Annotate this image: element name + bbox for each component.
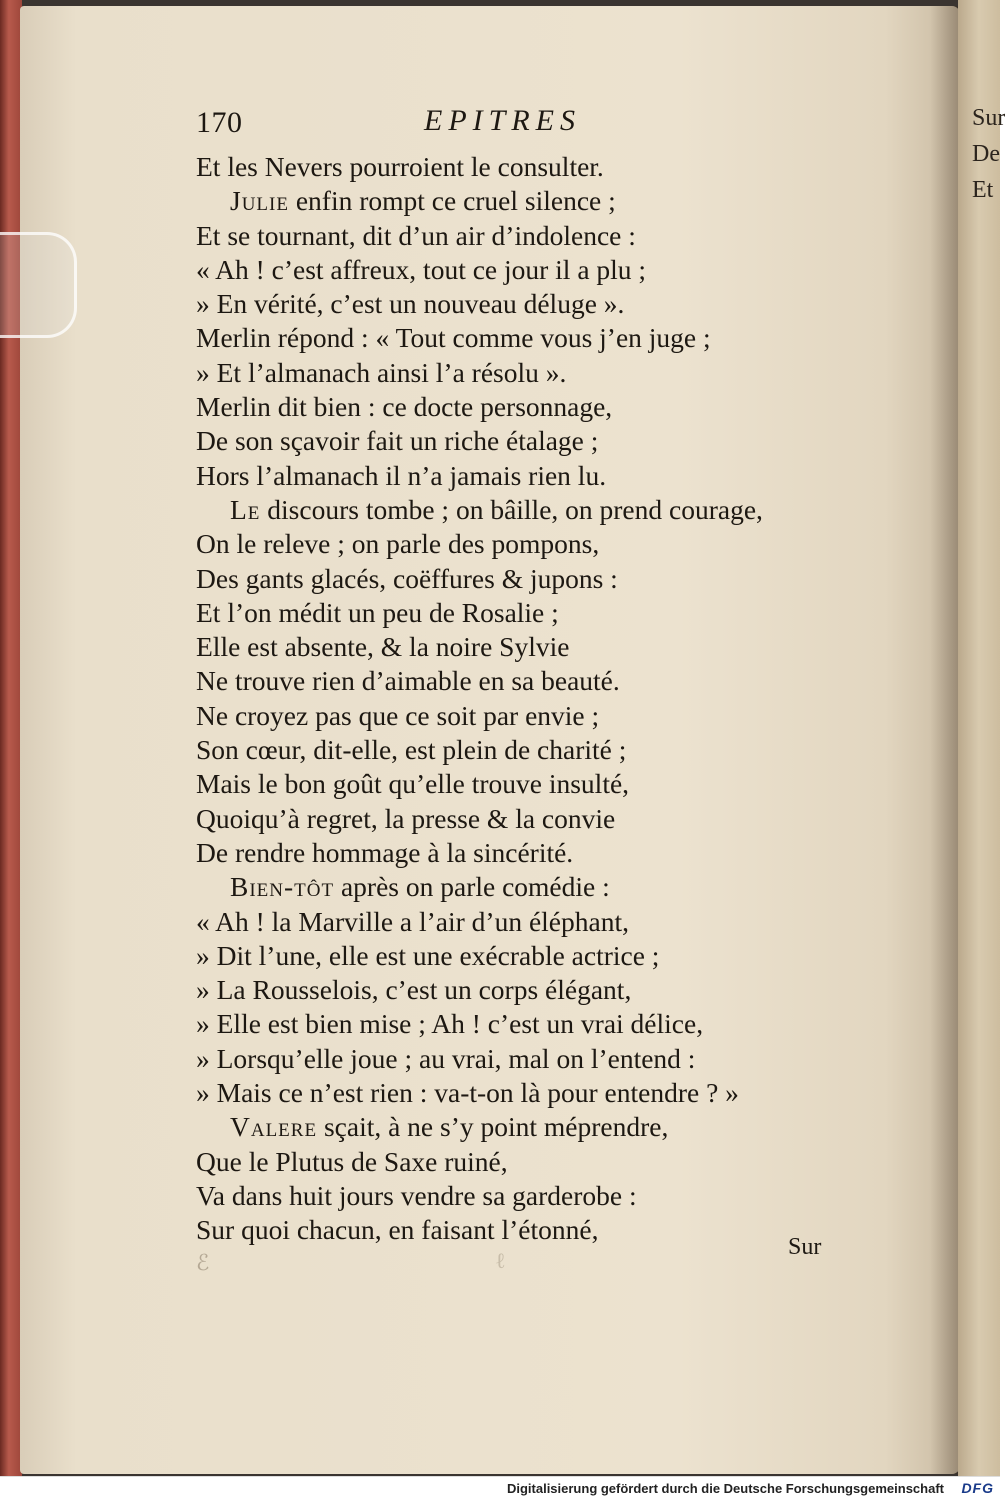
verse-line <box>196 390 916 424</box>
verse-text: Merlin répond : « Tout comme vous j’en juge ; <box>196 322 711 354</box>
page-number: 170 <box>196 106 243 139</box>
verse-text: De rendre hommage à la sincérité. <box>196 836 574 868</box>
facing-page-edge <box>958 0 1000 1476</box>
verse-text: enfin rompt ce cruel silence ; <box>288 185 616 217</box>
verse-text: » Elle est bien mise ; Ah ! c’est un vrai délice, <box>196 1008 704 1040</box>
verse-line <box>196 802 916 836</box>
verse-line <box>196 1042 916 1076</box>
poem-text <box>196 150 916 1248</box>
verse-text: Et l’on médit un peu de Rosalie ; <box>196 596 559 628</box>
verse-text: Elle est absente, & la noire Sylvie <box>196 631 570 663</box>
funding-credit: Digitalisierung gefördert durch die Deutsche Forschungsgemeinschaft <box>506 1481 944 1496</box>
verse-text: après on parle comédie : <box>334 871 610 903</box>
catchword: Sur <box>788 1234 822 1260</box>
verse-line <box>196 253 916 287</box>
verse-text: » La Rousselois, c’est un corps élégant, <box>196 974 632 1006</box>
verse-text: De son sçavoir fait un riche étalage ; <box>196 425 599 457</box>
facing-page-text: Sur De Et <box>972 105 1005 203</box>
verse-line <box>196 630 916 664</box>
verse-line <box>196 219 916 253</box>
verse-text: Des gants glacés, coëffures & jupons : <box>196 562 618 594</box>
verse-line <box>196 356 916 390</box>
verse-line <box>196 424 916 458</box>
verse-text: » Lorsqu’elle joue ; au vrai, mal on l’entend : <box>196 1042 696 1074</box>
dfg-logo: DFG <box>961 1480 994 1496</box>
verse-line <box>196 1179 916 1213</box>
page-edge <box>0 0 22 1476</box>
verse-line <box>196 459 916 493</box>
verse-text: Hors l’almanach il n’a jamais rien lu. <box>196 459 607 491</box>
verse-lead-word: Bien-tôt <box>230 871 335 903</box>
verse-lead-word: Valere <box>230 1111 318 1143</box>
verse-line <box>196 836 916 870</box>
verse-line <box>196 562 916 596</box>
running-title: EPITRES <box>424 104 581 137</box>
verse-text: Et se tournant, dit d’un air d’indolence : <box>196 219 636 251</box>
verse-line <box>196 527 916 561</box>
signature-mark: ℰ <box>196 1250 210 1275</box>
verse-line <box>196 150 916 184</box>
verse-text: » Et l’almanach ainsi l’a résolu ». <box>196 356 567 388</box>
verse-line <box>196 1076 916 1110</box>
verse-text: Et les Nevers pourroient le consulter. <box>196 151 604 182</box>
verse-line <box>196 905 916 939</box>
verse-lead-word: Le <box>230 493 261 525</box>
verse-line <box>196 1145 916 1179</box>
verse-line <box>196 767 916 801</box>
paper-clip <box>0 232 77 338</box>
verse-text: sçait, à ne s’y point méprendre, <box>317 1111 669 1143</box>
verse-text: » Mais ce n’est rien : va-t-on là pour entendre ? » <box>196 1077 739 1109</box>
verse-line <box>196 287 916 321</box>
signature-mark-faint: ℓ <box>495 1248 506 1273</box>
verse-text: « Ah ! c’est affreux, tout ce jour il a plu ; <box>196 253 647 285</box>
verse-text: Va dans huit jours vendre sa garderobe : <box>196 1179 637 1211</box>
verse-line <box>196 321 916 355</box>
verse-text: Son cœur, dit-elle, est plein de charité ; <box>196 734 627 766</box>
verse-text: Ne trouve rien d’aimable en sa beauté. <box>196 665 620 697</box>
footer-bar <box>0 1476 1000 1501</box>
verse-line <box>196 493 916 527</box>
verse-line <box>196 664 916 698</box>
verse-line <box>196 973 916 1007</box>
verse-line <box>196 939 916 973</box>
verse-line <box>196 596 916 630</box>
verse-text: Ne croyez pas que ce soit par envie ; <box>196 699 600 731</box>
verse-line <box>196 870 916 904</box>
verse-text: « Ah ! la Marville a l’air d’un éléphant, <box>196 905 629 937</box>
verse-text: Quoiqu’à regret, la presse & la convie <box>196 802 616 834</box>
verse-line <box>196 733 916 767</box>
verse-lead-word: Julie <box>230 185 289 217</box>
verse-text: Sur quoi chacun, en faisant l’étonné, <box>196 1214 599 1246</box>
verse-text: Merlin dit bien : ce docte personnage, <box>196 391 613 423</box>
verse-line <box>196 184 916 218</box>
verse-text: Que le Plutus de Saxe ruiné, <box>196 1145 508 1177</box>
gutter-shadow <box>930 6 960 1474</box>
verse-text: On le releve ; on parle des pompons, <box>196 528 600 560</box>
verse-line <box>196 699 916 733</box>
page-header <box>196 104 626 144</box>
verse-text: » En vérité, c’est un nouveau déluge ». <box>196 288 625 320</box>
verse-text: » Dit l’une, elle est une exécrable actrice ; <box>196 939 660 971</box>
verse-line <box>196 1007 916 1041</box>
verse-line <box>196 1110 916 1144</box>
verse-text: Mais le bon goût qu’elle trouve insulté, <box>196 768 630 800</box>
verse-text: discours tombe ; on bâille, on prend courage, <box>260 493 763 525</box>
